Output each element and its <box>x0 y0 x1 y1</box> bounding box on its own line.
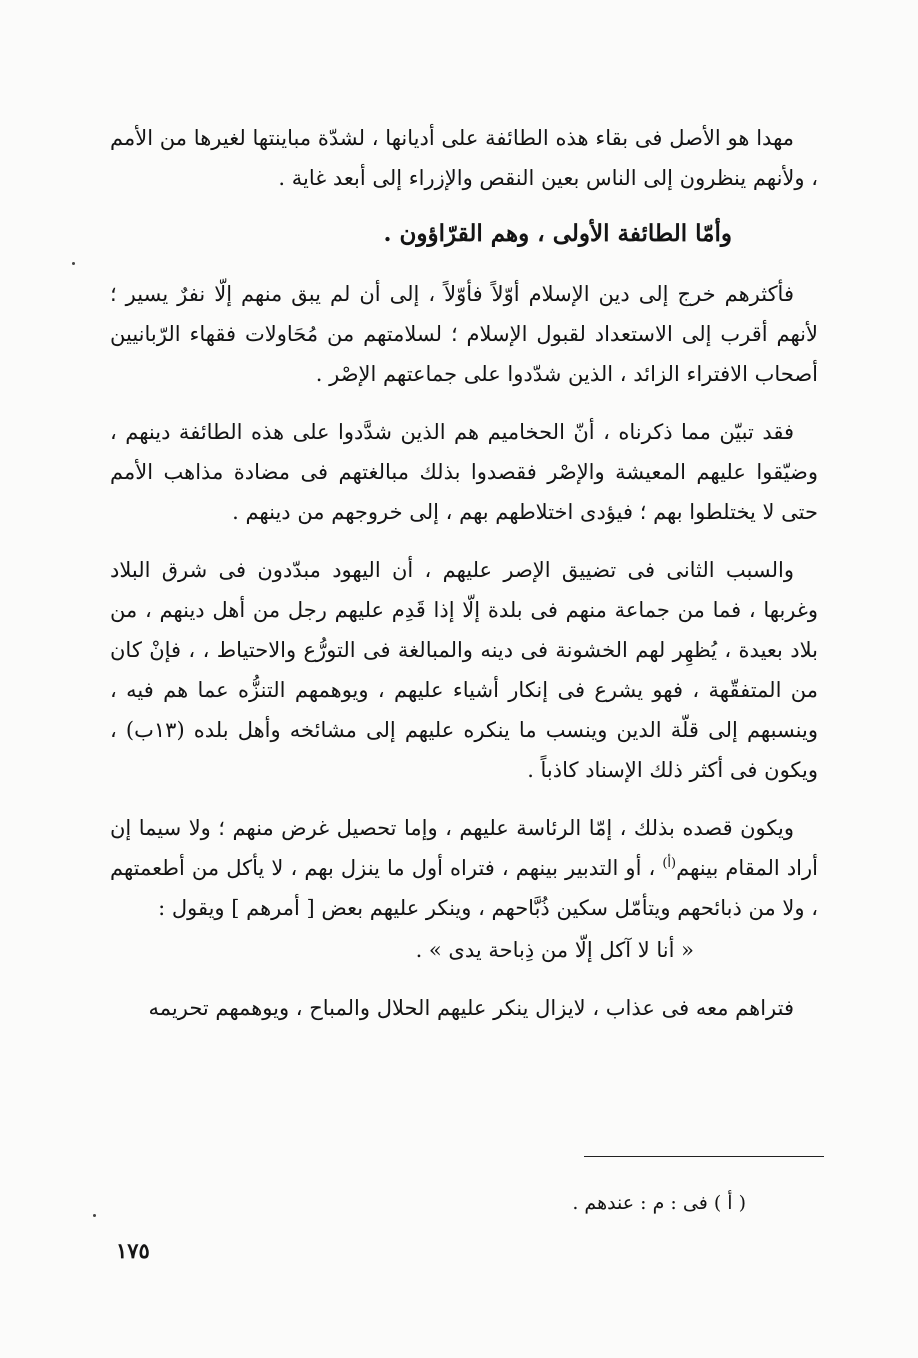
paragraph-2: فأكثرهم خرج إلى دين الإسلام أوّلاً فأوّلاً ، إلى أن لم يبق منهم إلّا نفرٌ يسير ؛ لأنهم أقرب إلى الاستعداد لقبول الإسلام ؛ لسلامتهم من مُحَاولات فقهاء الرّبانيين أصحاب الافتراء الزائد ، الذين شدّدوا على جماعتهم الإصْر . <box>110 282 818 386</box>
paragraph-5-text-b: ، أو التدبير بينهم ، فتراه أول ما ينزل بهم ، لا يأكل من أطعمتهم ، ولا من ذبائحهم ويتأمّل سكين ذُبَّاحهم ، وينكر عليهم بعض [ أمرهم ] ويقول : <box>110 856 818 920</box>
paragraph-1: مهدا هو الأصل فى بقاء هذه الطائفة على أديانها ، لشدّة مباينتها لغيرها من الأمم ، ولأنهم ينظرون إلى الناس بعين النقص والإزراء إلى أبعد غاية . <box>110 126 818 190</box>
page-number: ١٧٥ <box>116 1238 150 1263</box>
footnote: ( أ ) فى : م : عندهم . <box>572 1192 746 1214</box>
paragraph-5 <box>110 808 818 928</box>
footnote-rule <box>584 1156 824 1157</box>
footnote-marker: (أ) <box>662 856 677 871</box>
scan-speck <box>93 1214 96 1217</box>
paragraph-5-text-a: ويكون قصده بذلك ، إمّا الرئاسة عليهم ، وإما تحصيل غرض منهم ؛ ولا سيما إن أراد المقام بينهم <box>110 816 818 880</box>
paragraph-3: فقد تبيّن مما ذكرناه ، أنّ الحخاميم هم الذين شدَّدوا على هذه الطائفة دينهم ، وضيّقوا عليهم المعيشة والإصْر فقصدوا بذلك مبالغتهم فى مضادة مذاهب الأمم حتى لا يختلطوا بهم ؛ فيؤدى اختلاطهم بهم ، إلى خروجهم من دينهم . <box>110 420 818 524</box>
paragraph-6: فتراهم معه فى عذاب ، لايزال ينكر عليهم الحلال والمباح ، ويوهمهم تحريمه <box>148 996 794 1020</box>
paragraph-4: والسبب الثانى فى تضييق الإصر عليهم ، أن اليهود مبدّدون فى شرق البلاد وغربها ، فما من جماعة منهم فى بلدة إلّا إذا قَدِم عليهم رجل من أهل دينهم ، من بلاد بعيدة ، يُظهِر لهم الخشونة فى دينه والمبالغة فى التورُّع والاحتياط ، ، فإنْ كان من المتفقّهة ، فهو يشرع فى إنكار أشياء عليهم ، ويوهمهم التنزُّه عما هم فيه ، وينسبهم إلى قلّة الدين وينسب ما ينكره عليهم إلى مشائخه وأهل بلده (١٣ب) ، ويكون فى أكثر ذلك الإسناد كاذباً . <box>110 558 818 782</box>
section-heading: وأمّا الطائفة الأولى ، وهم القرّاؤون . <box>383 220 732 247</box>
quoted-saying: « أنا لا آكل إلّا من ذِباحة يدى » . <box>415 938 694 962</box>
scan-speck <box>72 262 75 265</box>
main-text <box>110 118 818 1028</box>
